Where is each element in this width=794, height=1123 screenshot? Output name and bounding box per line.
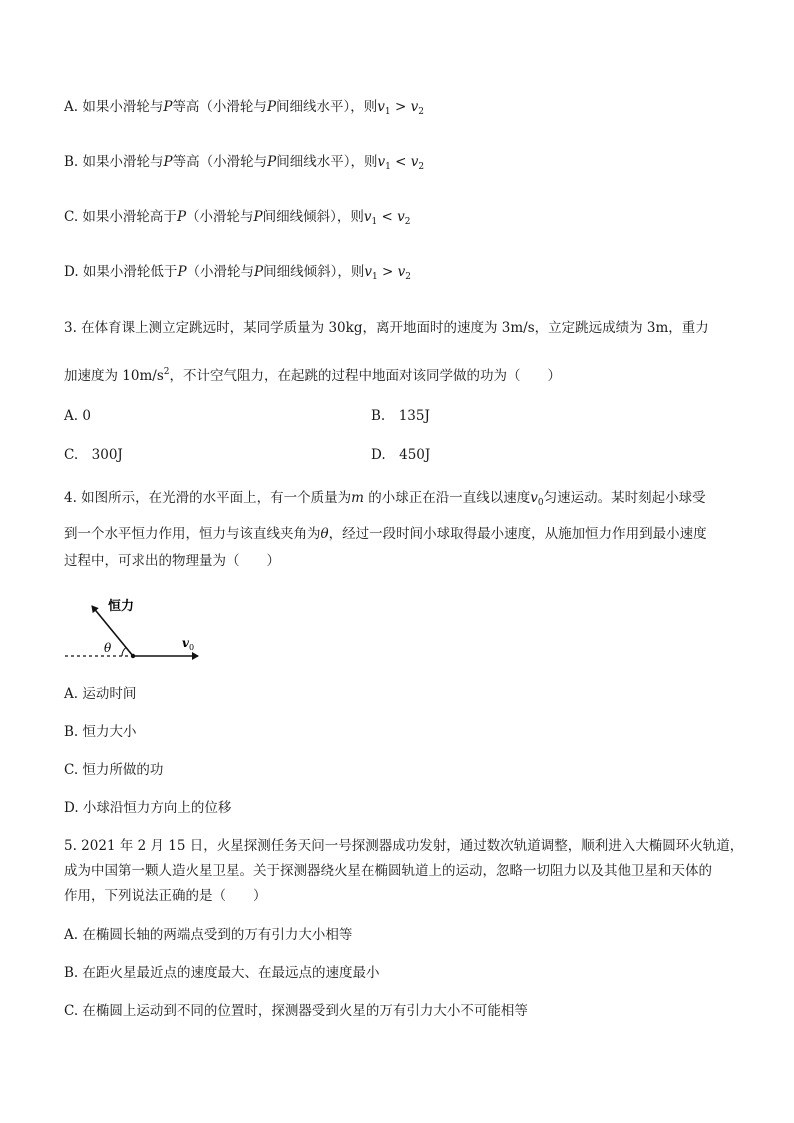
var-v: v [364,264,373,280]
subscript: 1 [371,217,378,227]
q3-option-c: C. 300J [64,447,123,463]
subscript: 0 [537,498,544,508]
text: 间细线水平），则 [276,154,378,170]
q2-option-b [64,152,424,177]
var-p: P [266,99,277,115]
q2-option-a [64,97,424,122]
var-v: v [410,99,419,115]
q4-stem-line3: 过程中，可求出的物理量为（ ） [64,553,280,569]
relation: > [390,99,411,115]
force-diagram [60,592,210,664]
q3-stem-line1: 3. 在体育课上测立定跳远时，某同学质量为 30kg，离开地面时的速度为 3m/s，立定跳远成绩为 3m，重力 [64,320,709,336]
text: 等高（小滑轮与 [172,99,267,115]
q5-option-b: B. 在距火星最近点的速度最大、在最远点的速度最小 [64,965,380,981]
velocity-label: v [182,636,189,650]
var-v: v [377,154,386,170]
q5-option-a: A. 在椭圆长轴的两端点受到的万有引力大小相等 [64,927,353,943]
subscript: 1 [384,107,391,117]
text: （小滑轮与 [186,209,254,225]
q4-option-b: B. 恒力大小 [64,724,137,740]
var-p: P [163,154,173,170]
var-p: P [253,209,263,225]
var-p: P [177,264,187,280]
text: 匀速运动。某时刻起小球受 [543,490,706,506]
q5-stem-line1: 5. 2021 年 2 月 15 日，火星探测任务天问一号探测器成功发射，通过数次轨道调整，顺利进入大椭圆环火轨道， [64,838,744,854]
text: 4. 如图所示，在光滑的水平面上，有一个质量为 [64,490,352,506]
relation: < [390,154,411,170]
var-v: v [363,209,372,225]
q5-stem-line2: 成为中国第一颗人造火星卫星。关于探测器绕火星在椭圆轨道上的运动，忽略一切阻力以及其他卫星和天体的 [64,863,712,879]
q5-option-c: C. 在椭圆上运动到不同的位置时，探测器受到火星的万有引力大小不可能相等 [64,1003,528,1019]
text: 加速度为 10m/s [64,368,164,384]
var-v: v [410,154,419,170]
q4-option-c: C. 恒力所做的功 [64,762,164,778]
q4-stem-line1 [64,488,706,513]
text: D. 如果小滑轮低于 [64,264,178,280]
text: 的小球正在沿一直线以速度 [363,490,531,506]
subscript: 2 [418,162,425,172]
angle-label: θ [104,641,112,655]
text: 间细线倾斜），则 [263,264,365,280]
text: 间细线倾斜），则 [262,209,364,225]
q3-option-d: D. 450J [371,447,431,463]
subscript: 1 [385,162,391,172]
q3-option-a: A. 0 [64,408,91,424]
angle-arc [122,648,126,657]
var-p: P [163,99,173,115]
subscript: 2 [418,107,424,117]
text: 到一个水平恒力作用，恒力与该直线夹角为 [64,526,321,542]
var-v: v [530,490,538,506]
ball [131,654,135,658]
q4-option-a: A. 运动时间 [64,686,137,702]
var-p: P [267,154,277,170]
text: 间细线水平），则 [276,99,378,115]
var-v: v [377,99,385,115]
superscript: 2 [163,367,170,377]
relation: > [377,264,398,280]
subscript: 2 [404,217,411,227]
var-v: v [397,264,406,280]
text: A. 如果小滑轮与 [64,99,164,115]
text: （小滑轮与 [186,264,255,280]
q5-stem-line3: 作用，下列说法正确的是（ ） [64,888,267,904]
q2-option-d [64,262,411,287]
var-p: P [254,264,264,280]
q2-option-c [64,207,411,232]
text: 等高（小滑轮与 [172,154,268,170]
text: C. 如果小滑轮高于 [64,209,177,225]
q4-stem-line2 [64,524,707,544]
text: ，不计空气阻力，在起跳的过程中地面对该同学做的功为（ ） [169,368,561,384]
var-p: P [176,209,187,225]
subscript: 1 [372,272,378,282]
text: ，经过一段时间小球取得最小速度，从施加恒力作用到最小速度 [328,526,707,542]
text: B. 如果小滑轮与 [64,154,164,170]
subscript: 2 [405,272,412,282]
velocity-subscript: 0 [189,643,195,652]
relation: < [377,209,398,225]
var-theta: θ [320,526,329,542]
var-v: v [397,209,405,225]
var-m: m [351,490,364,506]
q3-option-b: B. 135J [371,408,430,424]
force-label: 恒力 [108,599,135,614]
q3-stem-line2 [64,362,561,386]
q4-option-d: D. 小球沿恒力方向上的位移 [64,800,232,816]
